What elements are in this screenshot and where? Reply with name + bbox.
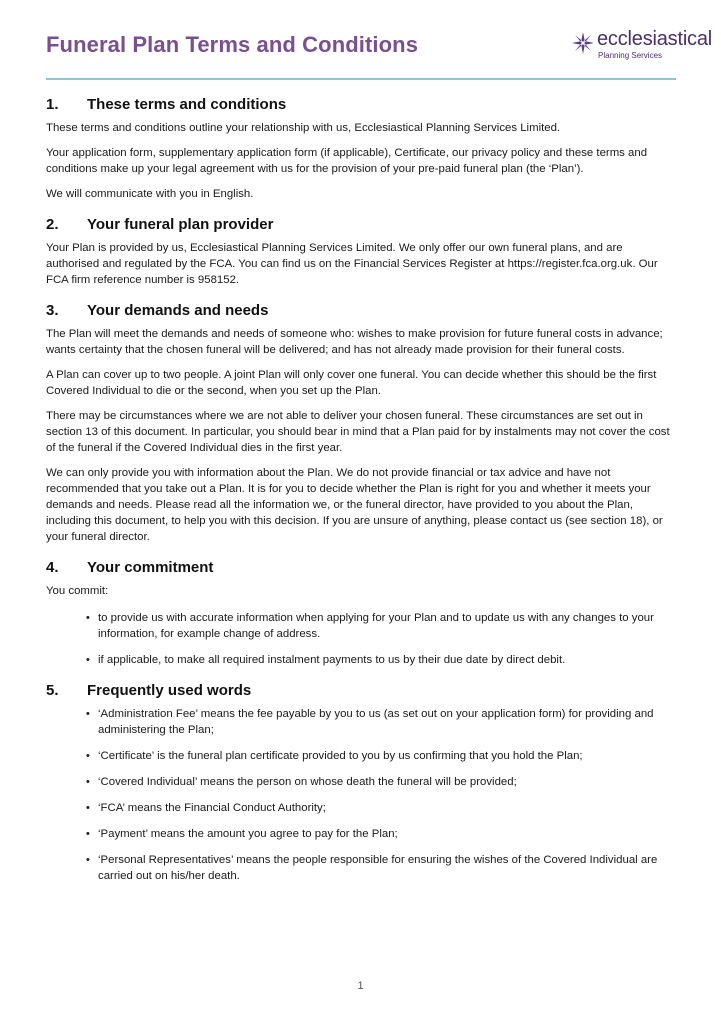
list-item-text: ‘FCA’ means the Financial Conduct Authority; [98, 802, 326, 814]
bullet-icon: • [86, 776, 90, 788]
list-item-text: to provide us with accurate information when applying for your Plan and to update us with any changes to your information, for example change of address. [98, 612, 654, 640]
list-item-text: if applicable, to make all required instalment payments to us by their due date by direct debit. [98, 654, 566, 666]
star-logo-icon [571, 31, 595, 55]
list-item [86, 800, 678, 816]
list-item [86, 610, 678, 642]
paragraph: You commit: [46, 585, 109, 597]
paragraph: We can only provide you with information about the Plan. We do not provide financial or tax advice and have not recommended that you take out a Plan. It is for you to decide whether the Plan is right for you and whether it meets your demands and needs. Please read all the information we, or the funeral director, have provided to you about the Plan, including this document, to help you with this decision. If you are unsure of anything, please contact us (see section 18), or your funeral director. [46, 467, 663, 543]
section-number: 5. [46, 682, 59, 699]
section-number: 3. [46, 302, 59, 319]
bullet-icon: • [86, 802, 90, 814]
section-4 [46, 559, 678, 668]
section-heading [46, 559, 678, 578]
page-number: 1 [357, 980, 364, 992]
list-item-text: ‘Certificate’ is the funeral plan certificate provided to you by us confirming that you hold the Plan; [98, 750, 583, 762]
section-heading [46, 216, 678, 235]
section-title: Your demands and needs [87, 302, 269, 319]
section-heading [46, 682, 678, 701]
bullet-icon: • [86, 708, 90, 720]
paragraph: A Plan can cover up to two people. A joint Plan will only cover one funeral. You can decide whether this should be the first Covered Individual to die or the second, when you set up the Plan. [46, 369, 657, 397]
bullet-icon: • [86, 828, 90, 840]
logo-subtitle: Planning Services [598, 51, 663, 60]
company-logo [573, 29, 721, 63]
list-item [86, 706, 678, 738]
section-1 [46, 96, 678, 202]
paragraph: There may be circumstances where we are not able to deliver your chosen funeral. These circumstances are set out in section 13 of this document. In particular, you should bear in mind that a Plan paid for by instalments may not cover the cost of the funeral if the Covered Individual dies in the first year. [46, 410, 670, 454]
document-body [46, 96, 678, 894]
list-item-text: ‘Payment’ means the amount you agree to pay for the Plan; [98, 828, 398, 840]
list-item [86, 748, 678, 764]
bullet-icon: • [86, 654, 90, 666]
bullet-icon: • [86, 750, 90, 762]
logo-wordmark: ecclesiastical [597, 28, 713, 50]
paragraph: Your application form, supplementary application form (if applicable), Certificate, our privacy policy and these terms and conditions make up your legal agreement with us for the provision of your pre-paid funeral plan (the ‘Plan’). [46, 147, 648, 175]
bullet-list [46, 610, 678, 668]
list-item [86, 774, 678, 790]
section-3 [46, 302, 678, 545]
bullet-icon: • [86, 612, 90, 624]
section-title: Your funeral plan provider [87, 216, 274, 233]
list-item-text: ‘Covered Individual’ means the person on whose death the funeral will be provided; [98, 776, 517, 788]
page-header [46, 28, 713, 80]
paragraph: Your Plan is provided by us, Ecclesiastical Planning Services Limited. We only offer our own funeral plans, and are authorised and regulated by the FCA. You can find us on the Financial Services Register at https://register.fca.org.uk. Our FCA firm reference number is 958152. [46, 242, 658, 286]
section-title: Your commitment [87, 559, 214, 576]
list-item-text: ‘Administration Fee’ means the fee payable by you to us (as set out on your application form) for providing and administering the Plan; [98, 708, 654, 736]
paragraph: The Plan will meet the demands and needs of someone who: wishes to make provision for future funeral costs in advance; wants certainty that the chosen funeral will be delivered; and has not already made provision for their funeral costs. [46, 328, 663, 356]
paragraph: These terms and conditions outline your relationship with us, Ecclesiastical Planning Services Limited. [46, 122, 561, 134]
section-number: 4. [46, 559, 59, 576]
bullet-icon: • [86, 854, 90, 866]
section-2 [46, 216, 678, 288]
section-heading [46, 96, 678, 115]
list-item [86, 852, 678, 884]
list-item-text: ‘Personal Representatives’ means the people responsible for ensuring the wishes of the Covered Individual are carried out on his/her death. [98, 854, 658, 882]
section-title: Frequently used words [87, 682, 252, 699]
bullet-list [46, 706, 678, 884]
section-number: 1. [46, 96, 59, 113]
section-5 [46, 682, 678, 884]
list-item [86, 652, 678, 668]
list-item [86, 826, 678, 842]
paragraph: We will communicate with you in English. [46, 188, 254, 200]
document-title: Funeral Plan Terms and Conditions [46, 32, 419, 57]
section-heading [46, 302, 678, 321]
section-title: These terms and conditions [87, 96, 287, 113]
section-number: 2. [46, 216, 59, 233]
